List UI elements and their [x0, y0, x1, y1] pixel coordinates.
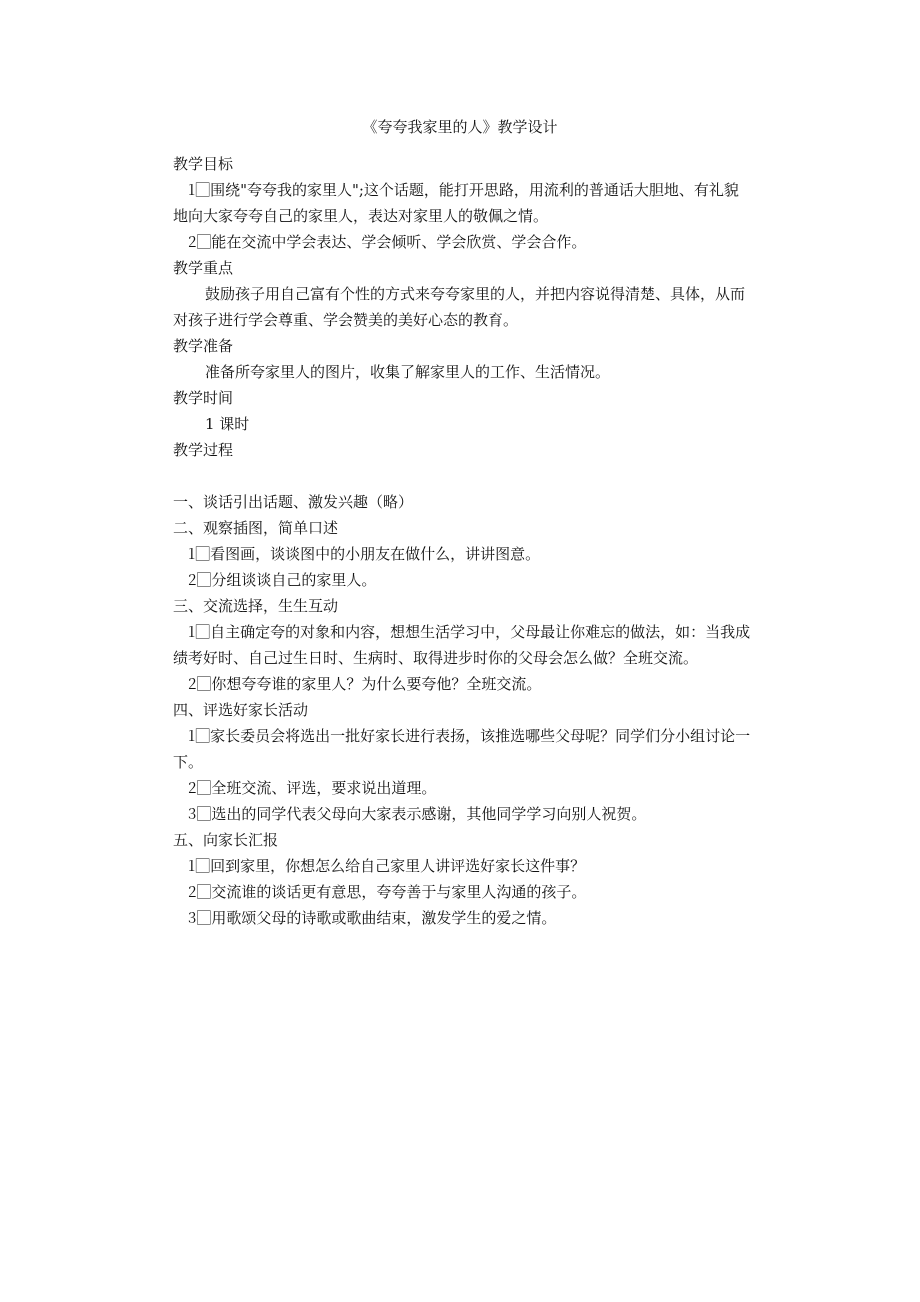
step-heading: 三、交流选择，生生互动 [173, 597, 339, 615]
paragraph-line: 1⃞围绕"夸夸我的家里人";这个话题，能打开思路，用流利的普通话大胆地、有礼貌 [188, 181, 739, 199]
paragraph-line: 地向大家夸夸自己的家里人，表达对家里人的敬佩之情。 [173, 207, 549, 225]
section-heading-time: 教学时间 [173, 389, 234, 407]
list-item: 1⃞自主确定夸的对象和内容，想想生活学习中，父母最让你难忘的做法，如：当我成 [188, 623, 751, 641]
paragraph-line: 鼓励孩子用自己富有个性的方式来夸夸家里的人，并把内容说得清楚、具体，从而 [205, 285, 746, 303]
section-heading-key: 教学重点 [173, 259, 234, 277]
section-heading-prep: 教学准备 [173, 337, 234, 355]
list-item-continuation: 下。 [173, 753, 204, 771]
paragraph-line: 2⃞能在交流中学会表达、学会倾听、学会欣赏、学会合作。 [188, 233, 587, 251]
list-item-continuation: 绩考好时、自己过生日时、生病时、取得进步时你的父母会怎么做？全班交流。 [173, 649, 699, 667]
step-heading: 二、观察插图，简单口述 [173, 519, 339, 537]
list-item: 2⃞全班交流、评选，要求说出道理。 [188, 779, 437, 797]
list-item: 1⃞家长委员会将选出一批好家长进行表扬，该推选哪些父母呢？同学们分小组讨论一 [188, 727, 751, 745]
section-heading-process: 教学过程 [173, 441, 234, 459]
paragraph-line: 对孩子进行学会尊重、学会赞美的美好心态的教育。 [173, 311, 519, 329]
list-item: 3⃞选出的同学代表父母向大家表示感谢，其他同学学习向别人祝贺。 [188, 805, 647, 823]
step-heading: 一、谈话引出话题、激发兴趣（略） [173, 493, 414, 511]
list-item: 2⃞交流谁的谈话更有意思，夸夸善于与家里人沟通的孩子。 [188, 883, 587, 901]
list-item: 1⃞看图画，谈谈图中的小朋友在做什么，讲讲图意。 [188, 545, 541, 563]
step-heading: 五、向家长汇报 [173, 831, 279, 849]
paragraph-line: 1 课时 [205, 415, 250, 433]
list-item: 2⃞分组谈谈自己的家里人。 [188, 571, 377, 589]
paragraph-line: 准备所夸家里人的图片，收集了解家里人的工作、生活情况。 [205, 363, 611, 381]
list-item: 3⃞用歌颂父母的诗歌或歌曲结束，激发学生的爱之情。 [188, 909, 557, 927]
list-item: 1⃞回到家里，你想怎么给自己家里人讲评选好家长这件事？ [188, 857, 586, 875]
list-item: 2⃞你想夸夸谁的家里人？为什么要夸他？全班交流。 [188, 675, 542, 693]
document-title: 《夸夸我家里的人》教学设计 [362, 118, 558, 136]
step-heading: 四、评选好家长活动 [173, 701, 309, 719]
section-heading-goals: 教学目标 [173, 155, 234, 173]
